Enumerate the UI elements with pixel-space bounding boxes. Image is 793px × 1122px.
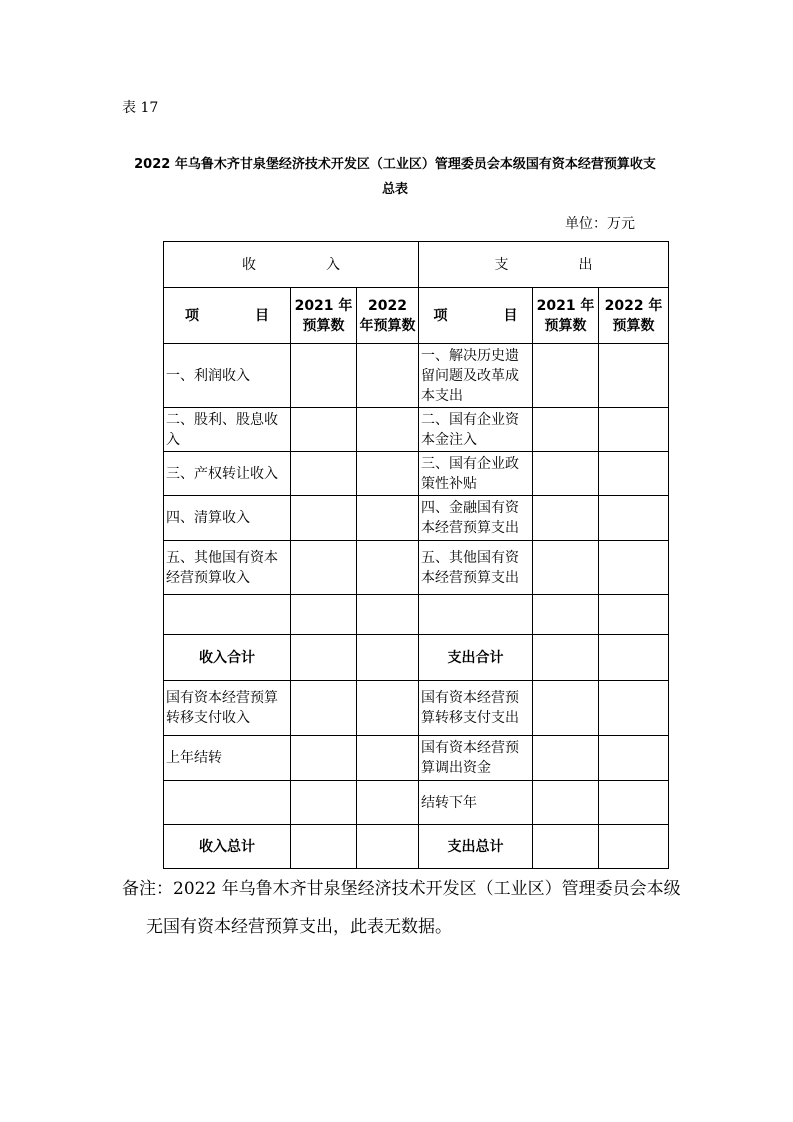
expense-2022-header: 2022 年预算数	[599, 288, 669, 344]
income-2022-value	[357, 635, 419, 681]
expense-section-header: 支 出	[419, 242, 669, 288]
expense-item: 国有资本经营预算调出资金	[419, 736, 533, 781]
income-2022-value	[357, 736, 419, 781]
income-2022-header: 2022 年预算数	[357, 288, 419, 344]
income-item: 二、股利、股息收入	[164, 408, 291, 452]
remark	[122, 878, 762, 938]
expense-2021-value	[533, 825, 599, 869]
income-item-header: 项 目	[164, 288, 291, 344]
expense-2021-header: 2021 年预算数	[533, 288, 599, 344]
income-item	[164, 595, 291, 635]
income-2021-value	[291, 452, 357, 496]
income-item: 一、利润收入	[164, 344, 291, 408]
income-total-label: 收入总计	[164, 825, 291, 869]
income-2022-value	[357, 344, 419, 408]
income-2022-value	[357, 408, 419, 452]
expense-2021-value	[533, 541, 599, 595]
table-row	[164, 781, 669, 825]
expense-2021-value	[533, 595, 599, 635]
income-2021-value	[291, 595, 357, 635]
table-row	[164, 595, 669, 635]
expense-2021-value	[533, 496, 599, 541]
expense-2022-value	[599, 496, 669, 541]
expense-item: 四、金融国有资本经营预算支出	[419, 496, 533, 541]
income-2022-value	[357, 595, 419, 635]
expense-2022-value	[599, 344, 669, 408]
remark-line-1: 备注：2022 年乌鲁木齐甘泉堡经济技术开发区（工业区）管理委员会本级	[122, 879, 681, 899]
expense-2022-value	[599, 635, 669, 681]
expense-2022-value	[599, 681, 669, 736]
table-row	[164, 736, 669, 781]
table-row	[164, 408, 669, 452]
income-item: 五、其他国有资本经营预算收入	[164, 541, 291, 595]
total-row	[164, 825, 669, 869]
expense-item: 二、国有企业资本金注入	[419, 408, 533, 452]
income-2021-value	[291, 541, 357, 595]
expense-subtotal-label: 支出合计	[419, 635, 533, 681]
expense-2022-value	[599, 452, 669, 496]
expense-item: 五、其他国有资本经营预算支出	[419, 541, 533, 595]
income-item: 国有资本经营预算转移支付收入	[164, 681, 291, 736]
remark-line-2: 无国有资本经营预算支出，此表无数据。	[146, 917, 452, 937]
expense-2022-value	[599, 736, 669, 781]
section-header-row	[164, 242, 669, 288]
income-item: 三、产权转让收入	[164, 452, 291, 496]
table-title-continued: 总表	[381, 182, 408, 197]
income-2021-value	[291, 408, 357, 452]
table-row	[164, 681, 669, 736]
expense-item: 三、国有企业政策性补贴	[419, 452, 533, 496]
expense-2021-value	[533, 344, 599, 408]
income-2021-value	[291, 736, 357, 781]
income-2022-value	[357, 681, 419, 736]
income-2021-value	[291, 825, 357, 869]
table-row	[164, 344, 669, 408]
income-subtotal-label: 收入合计	[164, 635, 291, 681]
table-row	[164, 541, 669, 595]
expense-2022-value	[599, 825, 669, 869]
income-item: 四、清算收入	[164, 496, 291, 541]
expense-item-header: 项 目	[419, 288, 533, 344]
budget-table	[163, 241, 669, 869]
income-2022-value	[357, 496, 419, 541]
expense-item: 一、解决历史遗留问题及改革成本支出	[419, 344, 533, 408]
income-2021-value	[291, 344, 357, 408]
income-2022-value	[357, 825, 419, 869]
expense-2021-value	[533, 736, 599, 781]
expense-2021-value	[533, 681, 599, 736]
income-2021-header: 2021 年预算数	[291, 288, 357, 344]
expense-2021-value	[533, 452, 599, 496]
expense-2021-value	[533, 408, 599, 452]
subtotal-row	[164, 635, 669, 681]
expense-2021-value	[533, 781, 599, 825]
table-title: 2022 年乌鲁木齐甘泉堡经济技术开发区（工业区）管理委员会本级国有资本经营预算收支	[134, 157, 656, 172]
income-item: 上年结转	[164, 736, 291, 781]
income-2021-value	[291, 781, 357, 825]
income-item	[164, 781, 291, 825]
income-2022-value	[357, 452, 419, 496]
income-section-header: 收 入	[164, 242, 419, 288]
table-number-label: 表 17	[122, 100, 159, 116]
expense-item: 国有资本经营预算转移支付支出	[419, 681, 533, 736]
expense-2021-value	[533, 635, 599, 681]
income-2021-value	[291, 635, 357, 681]
column-header-row	[164, 288, 669, 344]
table-row	[164, 452, 669, 496]
expense-item	[419, 595, 533, 635]
expense-total-label: 支出总计	[419, 825, 533, 869]
unit-label: 单位：万元	[565, 216, 635, 232]
expense-2022-value	[599, 408, 669, 452]
expense-item: 结转下年	[419, 781, 533, 825]
income-2022-value	[357, 781, 419, 825]
expense-2022-value	[599, 541, 669, 595]
income-2022-value	[357, 541, 419, 595]
income-2021-value	[291, 681, 357, 736]
expense-2022-value	[599, 595, 669, 635]
expense-2022-value	[599, 781, 669, 825]
table-row	[164, 496, 669, 541]
income-2021-value	[291, 496, 357, 541]
